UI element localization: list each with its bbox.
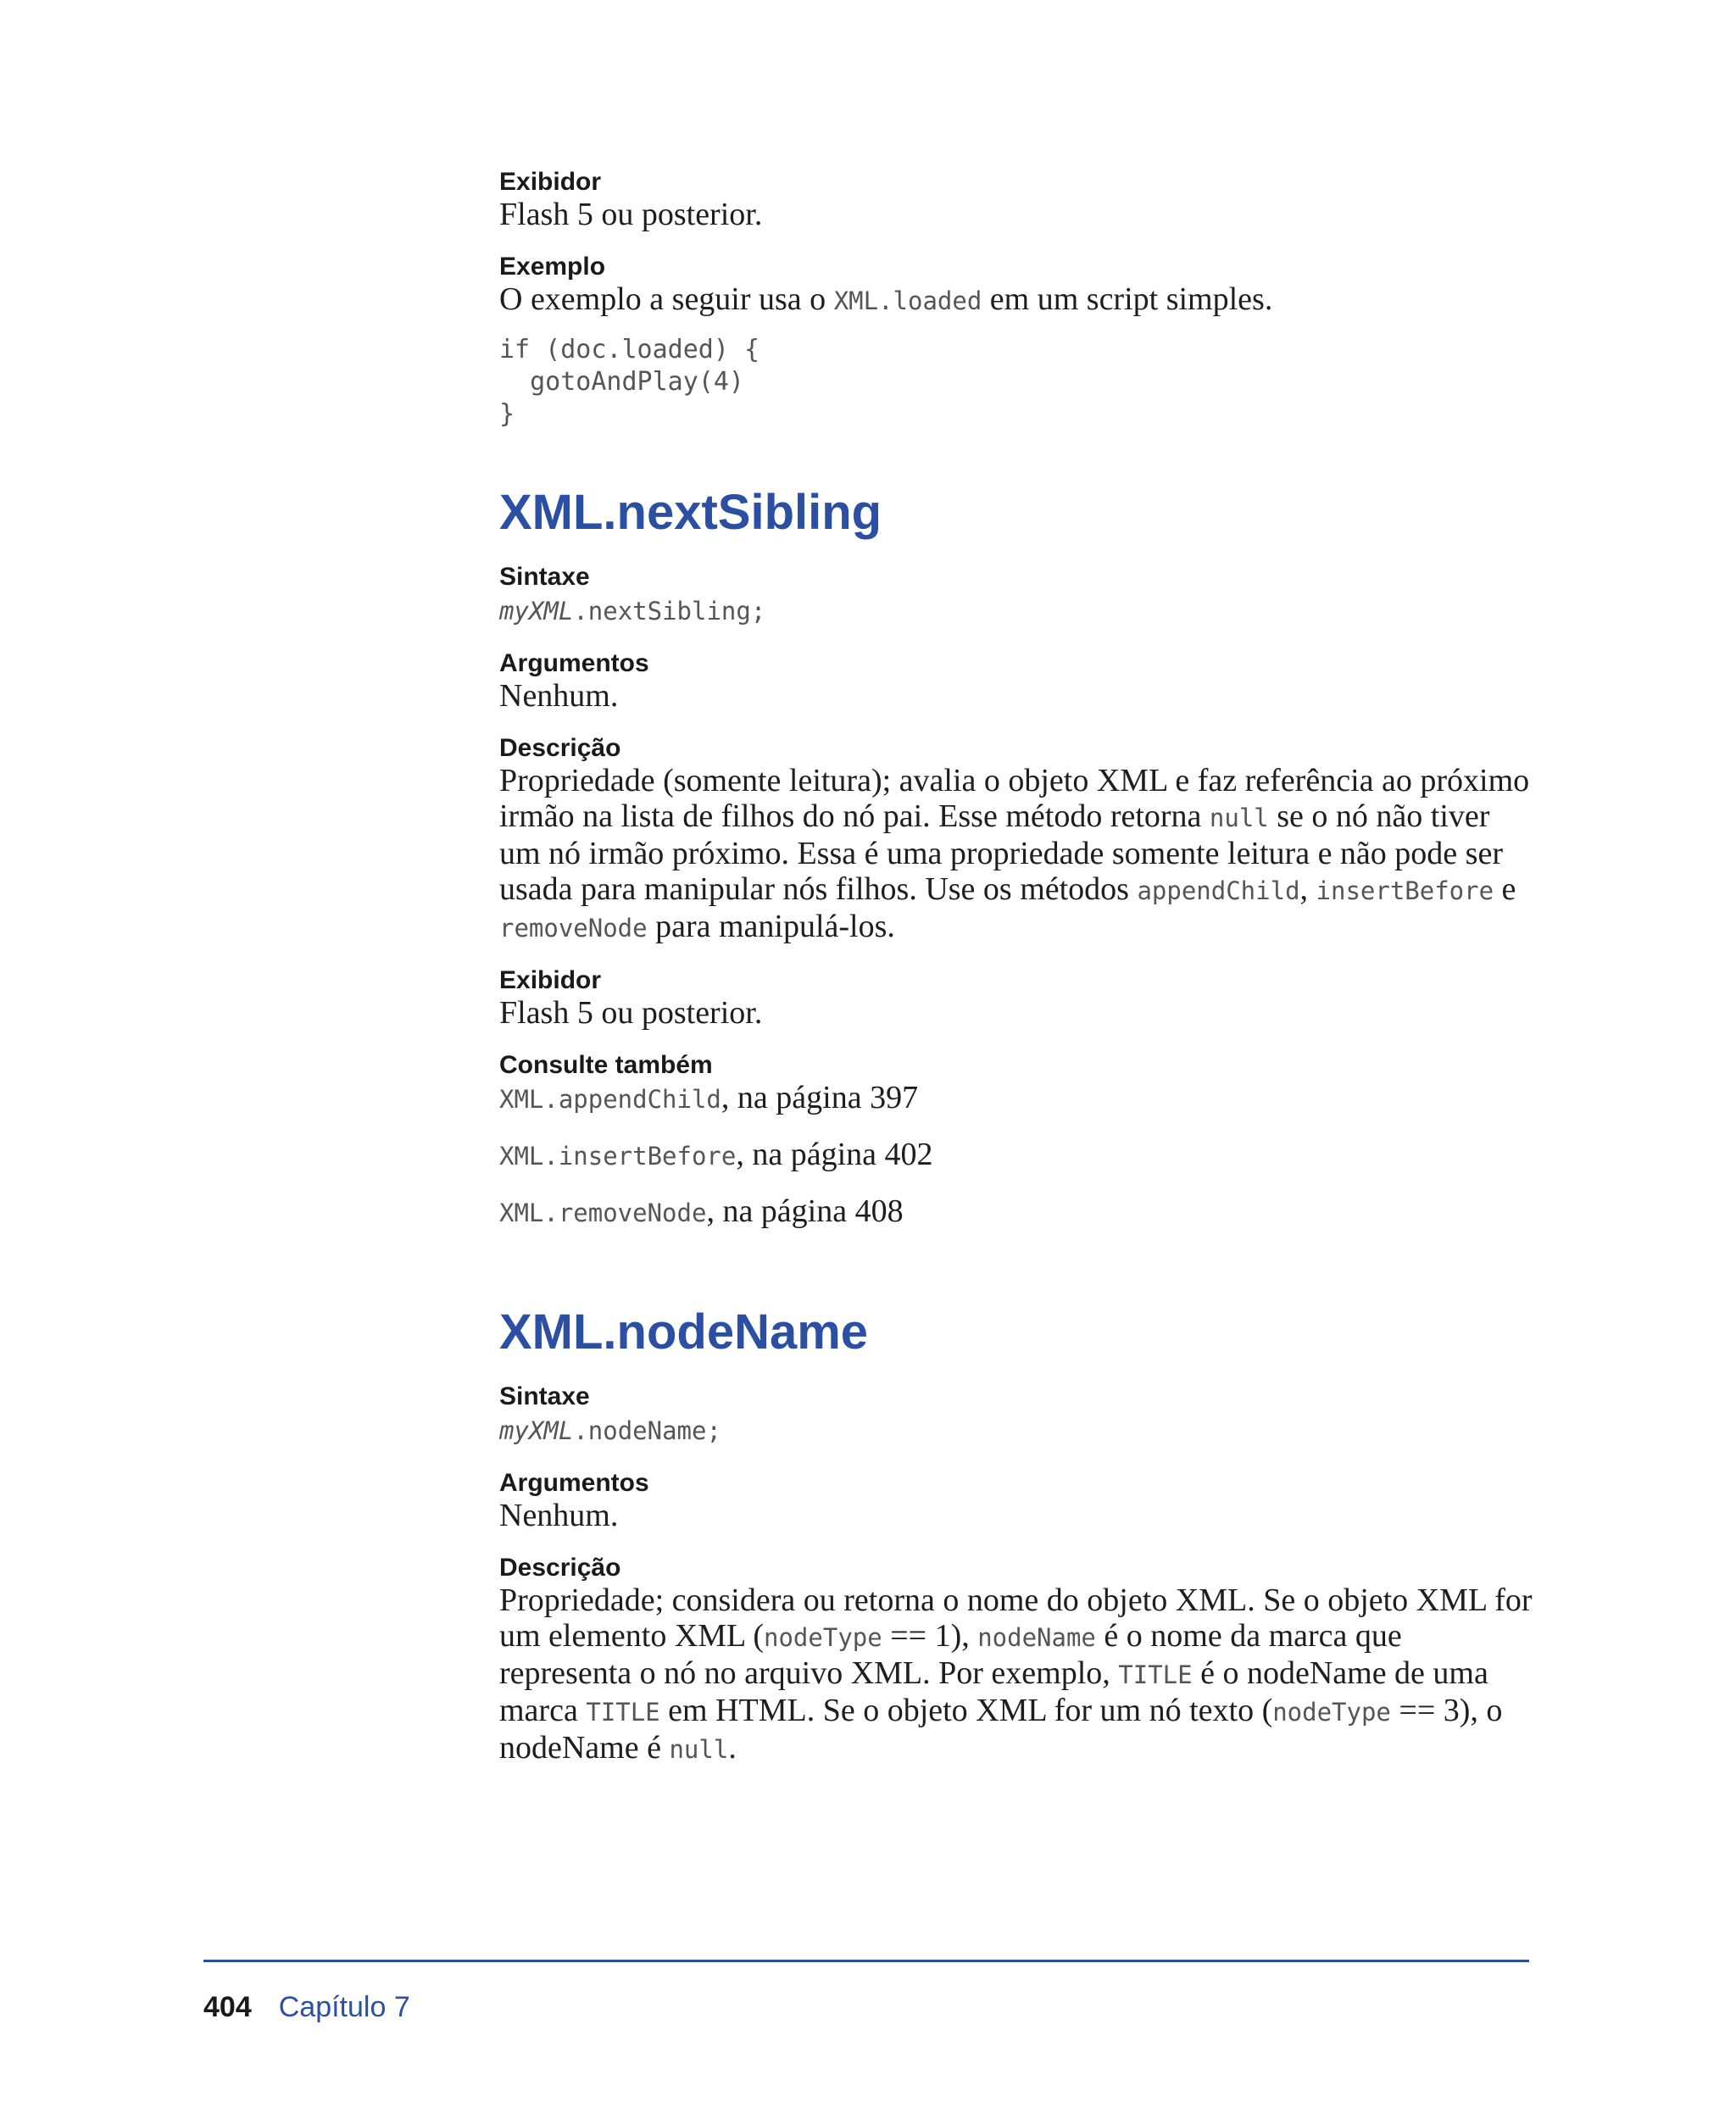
footer-rule bbox=[203, 1960, 1529, 1962]
syntax-text: myXML.nextSibling; bbox=[499, 597, 766, 626]
code-block: if (doc.loaded) { gotoAndPlay(4) } bbox=[499, 335, 760, 429]
syntax-text: myXML.nodeName; bbox=[499, 1416, 721, 1445]
description-label: Descrição bbox=[499, 1554, 621, 1582]
arguments-text: Nenhum. bbox=[499, 1498, 619, 1533]
page-number: 404 bbox=[203, 1991, 252, 2023]
arguments-text: Nenhum. bbox=[499, 678, 619, 714]
description-label: Descrição bbox=[499, 734, 621, 762]
syntax-label: Sintaxe bbox=[499, 1382, 590, 1410]
player-label: Exibidor bbox=[499, 966, 602, 994]
arguments-label: Argumentos bbox=[499, 1469, 649, 1497]
inline-code: XML.loaded bbox=[833, 286, 982, 315]
page-footer bbox=[203, 1990, 410, 2024]
see-also-item: XML.appendChild, na página 397 bbox=[499, 1080, 919, 1115]
section-heading-nodename: XML.nodeName bbox=[499, 1304, 869, 1360]
see-also-item: XML.removeNode, na página 408 bbox=[499, 1193, 904, 1229]
player-label: Exibidor bbox=[499, 168, 602, 196]
arguments-label: Argumentos bbox=[499, 649, 649, 677]
example-label: Exemplo bbox=[499, 253, 606, 281]
description-text: Propriedade; considera ou retorna o nome do objeto XML. Se o objeto XML for um elemento XML (nodeType == 1), nodeName é o nome da marca que representa o nó no arquivo XML. Por exemplo, TITLE é o nodeName de uma marca TITLE em HTML. Se o objeto XML for um nó texto (nodeType == 3), o nodeName é null. bbox=[499, 1582, 1533, 1766]
chapter-label: Capítulo 7 bbox=[278, 1991, 410, 2023]
player-text: Flash 5 ou posterior. bbox=[499, 197, 763, 232]
see-also-item: XML.insertBefore, na página 402 bbox=[499, 1137, 933, 1172]
section-heading-nextsibling: XML.nextSibling bbox=[499, 485, 882, 540]
example-text: O exemplo a seguir usa o XML.loaded em um script simples. bbox=[499, 281, 1273, 317]
page-content bbox=[499, 168, 1533, 1767]
syntax-label: Sintaxe bbox=[499, 563, 590, 591]
player-text: Flash 5 ou posterior. bbox=[499, 995, 763, 1031]
description-text: Propriedade (somente leitura); avalia o objeto XML e faz referência ao próximo irmão na lista de filhos do nó pai. Esse método retorna null se o nó não tiver um nó irmão próximo. Essa é uma propriedade somente leitura e não pode ser usada para manipular nós filhos. Use os métodos appendChild, insertBefore e removeNode para manipulá-los. bbox=[499, 763, 1530, 944]
see-also-label: Consulte também bbox=[499, 1051, 713, 1079]
